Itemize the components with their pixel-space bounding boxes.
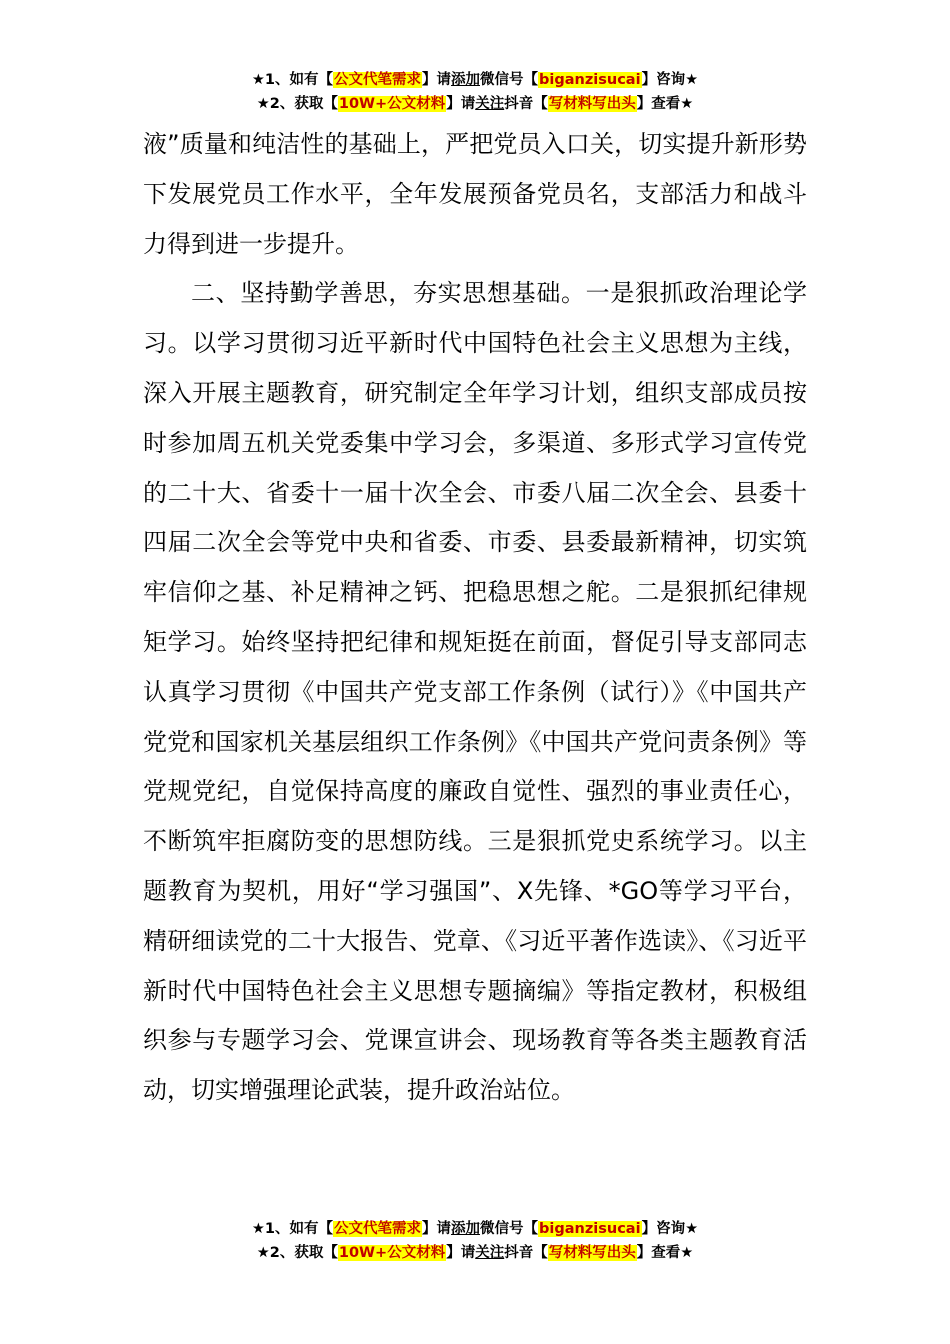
banner-text: 抖音【 bbox=[504, 1245, 548, 1261]
banner-text: 抖音【 bbox=[504, 96, 548, 112]
document-body bbox=[143, 120, 807, 1116]
banner-text: 】查看★ bbox=[636, 1245, 694, 1261]
banner-underlined-text: 关注 bbox=[475, 1245, 505, 1261]
banner-text: ★2、获取【 bbox=[256, 1245, 338, 1261]
banner-text: 】查看★ bbox=[636, 96, 694, 112]
banner-underlined-text: 添加 bbox=[451, 1221, 481, 1237]
footer-banner-line-2 bbox=[0, 1241, 950, 1265]
header-banner-line-1 bbox=[0, 68, 950, 92]
banner-highlight-douyin: 写材料写出头 bbox=[548, 1245, 636, 1261]
banner-highlight-wechat-id: biganzisucai bbox=[539, 72, 641, 88]
banner-text: 】请 bbox=[446, 96, 476, 112]
banner-text: 】请 bbox=[422, 72, 452, 88]
header-banner bbox=[0, 68, 950, 116]
banner-highlight-wechat-id: biganzisucai bbox=[539, 1221, 641, 1237]
banner-text: ★1、如有【 bbox=[251, 72, 334, 88]
banner-highlight-service: 公文代笔需求 bbox=[334, 72, 422, 88]
header-banner-line-2 bbox=[0, 92, 950, 116]
banner-text: ★2、获取【 bbox=[256, 96, 338, 112]
footer-banner bbox=[0, 1217, 950, 1265]
banner-highlight-service: 公文代笔需求 bbox=[334, 1221, 422, 1237]
banner-text: 微信号【 bbox=[480, 1221, 539, 1237]
footer-banner-line-1 bbox=[0, 1217, 950, 1241]
banner-underlined-text: 关注 bbox=[475, 96, 505, 112]
banner-text: 】请 bbox=[422, 1221, 452, 1237]
body-paragraph: 二、坚持勤学善思，夯实思想基础。一是狠抓政治理论学习。以学习贯彻习近平新时代中国特色社会主义思想为主线，深入开展主题教育，研究制定全年学习计划，组织支部成员按时参加周五机关党委集中学习会，多渠道、多形式学习宣传党的二十大、省委十一届十次全会、市委八届二次全会、县委十四届二次全会等党中央和省委、市委、县委最新精神，切实筑牢信仰之基、补足精神之钙、把稳思想之舵。二是狠抓纪律规矩学习。始终坚持把纪律和规矩挺在前面，督促引导支部同志认真学习贯彻《中国共产党支部工作条例（试行）》《中国共产党党和国家机关基层组织工作条例》《中国共产党问责条例》等党规党纪，自觉保持高度的廉政自觉性、强烈的事业责任心，不断筑牢拒腐防变的思想防线。三是狠抓党史系统学习。以主题教育为契机，用好“学习强国”、X先锋、*GO等学习平台，精研细读党的二十大报告、党章、《习近平著作选读》、《习近平新时代中国特色社会主义思想专题摘编》等指定教材，积极组织参与专题学习会、党课宣讲会、现场教育等各类主题教育活动，切实增强理论武装，提升政治站位。 bbox=[143, 279, 807, 1105]
banner-highlight-douyin: 写材料写出头 bbox=[548, 96, 636, 112]
banner-text: ★1、如有【 bbox=[251, 1221, 334, 1237]
banner-text: 微信号【 bbox=[480, 72, 539, 88]
banner-underlined-text: 添加 bbox=[451, 72, 481, 88]
banner-highlight-materials: 10W+公文材料 bbox=[338, 1245, 446, 1261]
banner-text: 】咨询★ bbox=[641, 72, 699, 88]
banner-text: 】咨询★ bbox=[641, 1221, 699, 1237]
banner-text: 】请 bbox=[446, 1245, 476, 1261]
body-paragraph: 液”质量和纯洁性的基础上，严把党员入口关，切实提升新形势下发展党员工作水平，全年发展预备党员名，支部活力和战斗力得到进一步提升。 bbox=[143, 130, 807, 258]
banner-highlight-materials: 10W+公文材料 bbox=[338, 96, 446, 112]
